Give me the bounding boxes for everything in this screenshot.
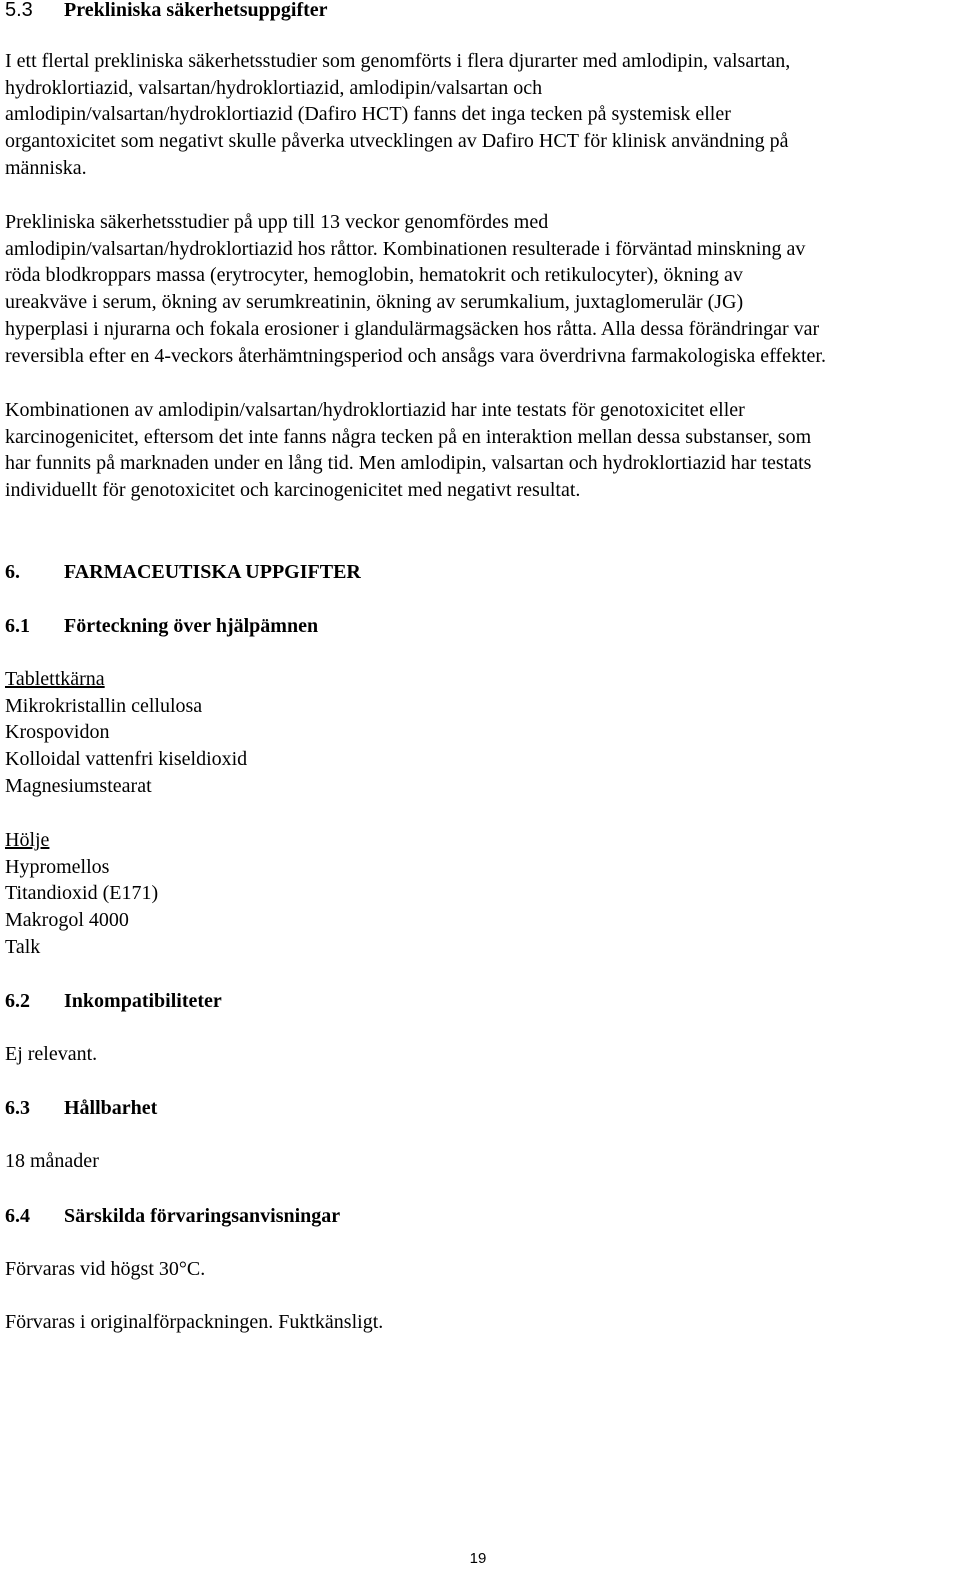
shelf-life-text: 18 månader — [5, 1150, 99, 1172]
paragraph-1 — [5, 48, 955, 182]
paragraph-line: hydroklortiazid, valsartan/hydroklortiazid, amlodipin/valsartan och — [5, 76, 543, 99]
section-number: 6. — [5, 561, 20, 583]
tablet-core-heading: Tablettkärna — [5, 668, 105, 690]
excipient-item: Magnesiumstearat — [5, 774, 152, 797]
section-title: Inkompatibiliteter — [64, 990, 222, 1012]
paragraph-line: amlodipin/valsartan/hydroklortiazid hos råttor. Kombinationen resulterade i förväntad minskning av — [5, 237, 806, 260]
section-number: 6.4 — [5, 1205, 30, 1227]
section-6-1-heading — [5, 614, 318, 638]
excipient-item: Kolloidal vattenfri kiseldioxid — [5, 748, 248, 771]
section-5-3-heading — [5, 0, 328, 22]
excipient-item: Krospovidon — [5, 721, 110, 744]
paragraph-line: ureakväve i serum, ökning av serumkreatinin, ökning av serumkalium, juxtaglomerulär (JG) — [5, 291, 744, 314]
tablet-core-list — [5, 666, 955, 800]
coating-heading: Hölje — [5, 829, 50, 851]
section-title: Hållbarhet — [64, 1097, 158, 1119]
paragraph-line: Prekliniska säkerhetsstudier på upp till 13 veckor genomfördes med — [5, 211, 549, 233]
paragraph-line: röda blodkroppars massa (erytrocyter, hemoglobin, hematokrit och retikulocyter), ökning av — [5, 264, 743, 287]
section-number: 5.3 — [5, 0, 33, 21]
section-title: Förteckning över hjälpämnen — [64, 615, 319, 637]
section-title: Prekliniska säkerhetsuppgifter — [64, 0, 328, 21]
section-6-3-heading — [5, 1096, 157, 1120]
excipient-item: Mikrokristallin cellulosa — [5, 694, 203, 717]
page-number: 19 — [469, 1550, 487, 1567]
excipient-item: Hypromellos — [5, 855, 110, 878]
paragraph-line: reversibla efter en 4-veckors återhämtningsperiod och ansågs vara överdrivna farmakologiska effekter. — [5, 344, 826, 367]
coating-list — [5, 827, 955, 961]
paragraph-line: har funnits på marknaden under en lång tid. Men amlodipin, valsartan och hydroklortiazid har testats — [5, 452, 812, 475]
paragraph-line: organtoxicitet som negativt skulle påverka utvecklingen av Dafiro HCT för klinisk användning på — [5, 130, 789, 153]
paragraph-line: hyperplasi i njurarna och fokala erosioner i glandulärmagsäcken hos råtta. Alla dessa förändringar var — [5, 317, 820, 340]
paragraph-line: karcinogenicitet, eftersom det inte fanns några tecken på en interaktion mellan dessa substanser, som — [5, 425, 812, 448]
section-6-4-heading — [5, 1204, 340, 1228]
storage-temperature-text: Förvaras vid högst 30°C. — [5, 1258, 206, 1280]
section-number: 6.3 — [5, 1097, 30, 1119]
paragraph-line: människa. — [5, 156, 87, 179]
paragraph-line: I ett flertal prekliniska säkerhetsstudier som genomförts i flera djurarter med amlodipin, valsartan, — [5, 50, 791, 72]
section-title: Särskilda förvaringsanvisningar — [64, 1205, 341, 1227]
incompatibilities-text: Ej relevant. — [5, 1043, 98, 1065]
paragraph-line: individuellt för genotoxicitet och karcinogenicitet med negativt resultat. — [5, 479, 581, 502]
excipient-item: Makrogol 4000 — [5, 909, 129, 932]
paragraph-3 — [5, 397, 955, 504]
paragraph-line: Kombinationen av amlodipin/valsartan/hydroklortiazid har inte testats för genotoxicitet eller — [5, 399, 745, 421]
paragraph-2 — [5, 209, 955, 369]
paragraph-line: amlodipin/valsartan/hydroklortiazid (Dafiro HCT) fanns det inga tecken på systemisk eller — [5, 103, 731, 126]
section-title: FARMACEUTISKA UPPGIFTER — [64, 561, 361, 583]
excipient-item: Titandioxid (E171) — [5, 882, 159, 905]
section-number: 6.2 — [5, 990, 30, 1012]
excipient-item: Talk — [5, 935, 41, 958]
section-number: 6.1 — [5, 615, 30, 637]
section-6-heading — [5, 560, 361, 584]
section-6-2-heading — [5, 989, 222, 1013]
storage-package-text: Förvaras i originalförpackningen. Fuktkänsligt. — [5, 1311, 384, 1333]
